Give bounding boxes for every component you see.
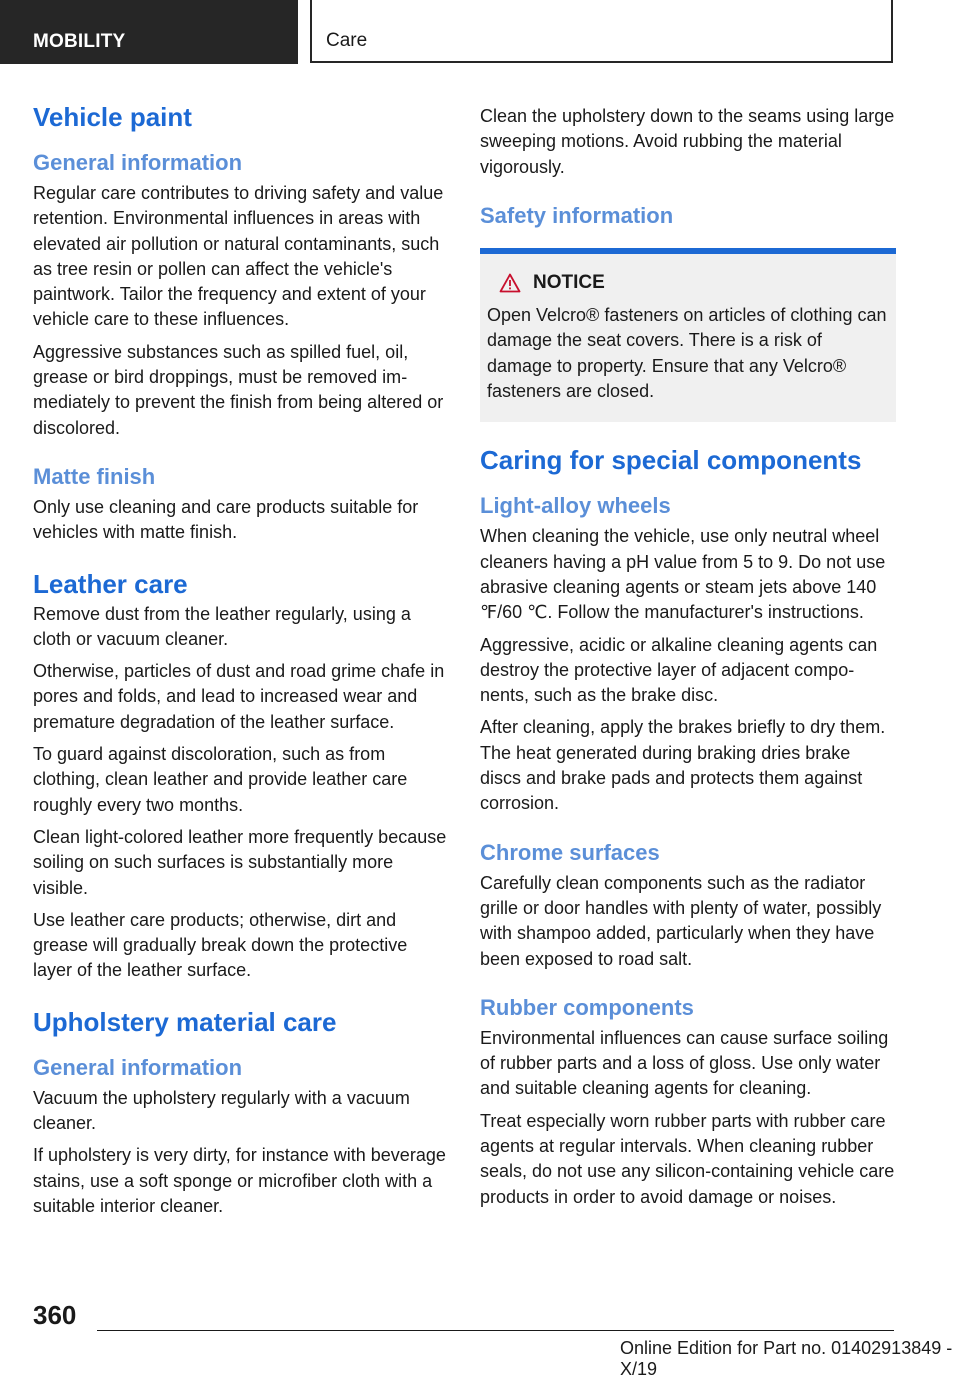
paragraph: Clean the upholstery down to the seams using large sweeping motions. Avoid rubbing the material vigorously. [480, 106, 895, 177]
paragraph: Aggressive substances such as spilled fuel, oil, grease or bird droppings, must be removed immediately to prevent the finish from being altered or discolored. [33, 341, 444, 438]
section-tab [0, 0, 298, 64]
paragraph: After cleaning, apply the brakes briefly to dry them. The heat generated during braking dries brake discs and brake pads and protects them against corrosion. [480, 717, 886, 814]
subheading-general-information: General information [33, 150, 243, 175]
heading-upholstery-care: Upholstery material care [33, 1006, 337, 1037]
paragraph: When cleaning the vehicle, use only neutral wheel cleaners having a pH value from 5 to 9. Do not use abrasive cleaning agents or steam jets above 140 ℉/60 ℃. Follow the manufacturer's instructions. [480, 526, 886, 623]
edition-note: Online Edition for Part no. 01402913849 - X/19 [620, 1338, 953, 1379]
paragraph: Regular care contributes to driving safety and value retention. Environmental influences in areas with elevated air pollution or natural contaminants, such as tree resin or pollen can affect the vehicle's paintwork. Tailor the frequency and extent of your vehicle care to these influences. [33, 183, 444, 330]
paragraph: Use leather care products; otherwise, dirt and grease will gradually break down the protective layer of the leather surface. [33, 909, 408, 981]
heading-special-components: Caring for special components [480, 445, 862, 476]
subheading-rubber-components: Rubber components [480, 994, 694, 1020]
heading-vehicle-paint: Vehicle paint [33, 102, 192, 132]
paragraph: Carefully clean components such as the radiator grille or door handles with plenty of water, possibly with shampoo added, particularly when they have been exposed to road salt. [480, 872, 882, 969]
notice-box [480, 248, 896, 422]
paragraph: Otherwise, particles of dust and road grime chafe in pores and folds, and lead to increased wear and premature degradation of the leather surface. [33, 661, 445, 732]
subheading-chrome-surfaces: Chrome surfaces [480, 839, 660, 865]
subheading-light-alloy-wheels: Light-alloy wheels [480, 493, 671, 519]
chapter-tab [310, 0, 893, 63]
page-number: 360 [33, 1300, 77, 1330]
right-column [480, 104, 896, 1217]
footer-divider [97, 1330, 894, 1331]
paragraph: If upholstery is very dirty, for instance with beverage stains, use a soft sponge or microfiber cloth with a suitable interior cleaner. [33, 1145, 446, 1216]
paragraph: Treat especially worn rubber parts with rubber care agents at regular intervals. When cleaning rubber seals, do not use any silicon-containing vehicle care products in order to avoid damage or noises. [480, 1110, 895, 1207]
subheading-matte-finish: Matte finish [33, 463, 156, 489]
warning-triangle-icon [499, 273, 521, 293]
section-label: MOBILITY [33, 31, 126, 52]
chapter-label: Care [326, 30, 368, 51]
notice-text: Open Velcro® fasteners on articles of clothing can damage the seat covers. There is a risk of damage to property. Ensure that any Velcro® fasteners are closed. [487, 305, 887, 402]
paragraph: Environmental influences can cause surface soiling of rubber parts and a loss of gloss. Use only water and suitable cleaning agents for cleaning. [480, 1027, 889, 1099]
subheading-general-information-2: General information [33, 1054, 243, 1080]
paragraph: Clean light-colored leather more frequently because soiling on such surfaces is substantially more visible. [33, 826, 447, 898]
paragraph: To guard against discoloration, such as from clothing, clean leather and provide leather care roughly every two months. [33, 744, 408, 815]
left-column [33, 101, 449, 1226]
paragraph: Vacuum the upholstery regularly with a vacuum cleaner. [33, 1087, 410, 1134]
heading-leather-care: Leather care [33, 568, 188, 599]
notice-title: NOTICE [533, 271, 605, 293]
notice-header [487, 270, 888, 295]
paragraph: Remove dust from the leather regularly, using a cloth or vacuum cleaner. [33, 603, 411, 649]
paragraph: Only use cleaning and care products suitable for vehicles with matte finish. [33, 496, 419, 543]
paragraph: Aggressive, acidic or alkaline cleaning agents can destroy the protective layer of adjacent components, such as the brake disc. [480, 634, 878, 706]
subheading-safety-information: Safety information [480, 202, 674, 228]
